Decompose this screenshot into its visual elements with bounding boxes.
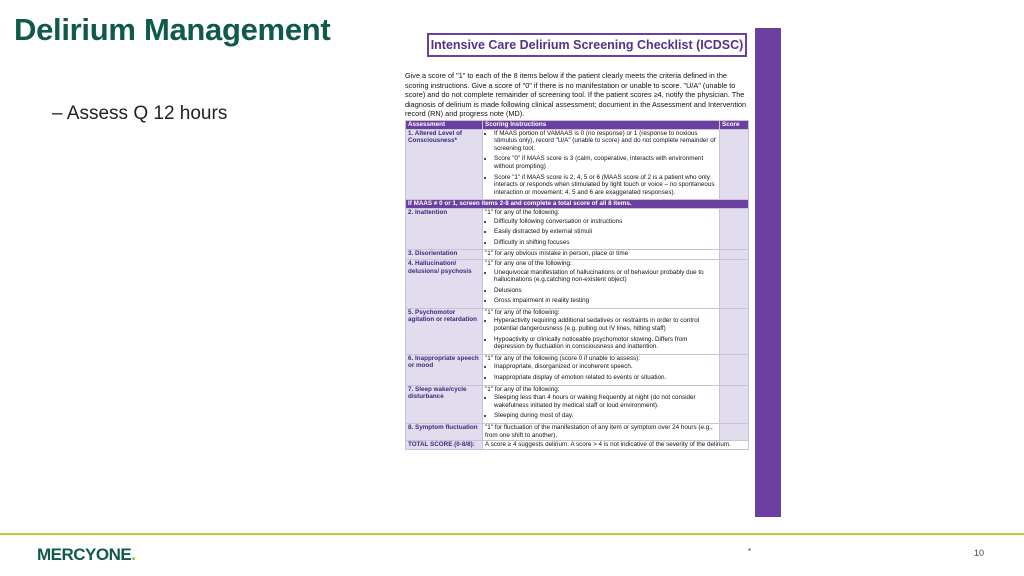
logo-text: MERCYONE: [37, 545, 132, 564]
score-cell[interactable]: [720, 208, 749, 249]
assessment-label: 4. Hallucination/ delusions/ psychosis: [406, 259, 483, 308]
table-total-row: [406, 441, 749, 450]
instruction-item: • Delusions: [494, 287, 717, 295]
logo-dot: .: [131, 545, 136, 564]
instruction-item: • Easily distracted by external stimuli: [494, 228, 717, 236]
assessment-label: 8. Symptom fluctuation: [406, 424, 483, 441]
scoring-instructions: [483, 424, 720, 441]
decorative-side-bar: [755, 28, 781, 517]
score-cell[interactable]: [720, 308, 749, 354]
instruction-item: • Unequivocal manifestation of hallucinations or of behaviour probably due to hallucinations (e.g.catching non-existent object): [494, 269, 717, 284]
total-score-note: A score ≥ 4 suggests delirium. A score > 4 is not indicative of the severity of the delirium.: [483, 441, 749, 450]
scoring-instructions: [483, 208, 720, 249]
header-assessment: Assessment: [406, 121, 483, 130]
page-number: 10: [974, 548, 985, 558]
table-row: [406, 308, 749, 354]
mercyone-logo: [37, 545, 135, 565]
assessment-label: 6. Inappropriate speech or mood: [406, 354, 483, 385]
score-cell[interactable]: [720, 424, 749, 441]
footer-divider: [0, 533, 1024, 535]
table-row: [406, 208, 749, 249]
assessment-label: 7. Sleep wake/cycle disturbance: [406, 385, 483, 423]
score-cell[interactable]: [720, 129, 749, 200]
table-row: [406, 259, 749, 308]
instruction-item: • Hypoactivity or clinically noticeable psychomotor slowing. Differs from depression by fluctuation in consciousness and inattention.: [494, 336, 717, 351]
assessment-label: 5. Psychomotor agitation or retardation: [406, 308, 483, 354]
total-score-label: TOTAL SCORE (0-8/8):: [406, 441, 483, 450]
score-cell[interactable]: [720, 385, 749, 423]
assessment-label: 3. Disorientation: [406, 250, 483, 260]
instruction-item: • Gross impairment in reality testing: [494, 297, 717, 305]
table-row: [406, 424, 749, 441]
scoring-instructions: [483, 308, 720, 354]
instruction-item: • Score "0" if MAAS score is 3 (calm, cooperative, interacts with environment without prompting): [494, 155, 717, 170]
table-row: [406, 129, 749, 200]
header-instructions: Scoring Instructions: [483, 121, 720, 130]
instruction-item: • Difficulty in shifting focuses: [494, 239, 717, 247]
table-row: [406, 354, 749, 385]
instruction-intro: "1" for any of the following:: [485, 308, 560, 316]
checklist-intro: Give a score of "1" to each of the 8 items below if the patient clearly meets the criteria defined in the scoring instructions. Give a score of "0" if there is no manifestation or unable to score. "U/A" (unable to score) and do not complete remainder of screening tool. If the patient scores ≥4, notify the physician. The diagnosis of delirium is made following clinical assessment; document in the Assessment and Intervention record (RN) and progress note (MD).: [405, 71, 747, 118]
table-row: [406, 250, 749, 260]
instruction-item: • Sleeping less than 4 hours or waking frequently at night (do not consider wakefulness initiated by medical staff or loud environment).: [494, 394, 717, 409]
scoring-instructions: [483, 354, 720, 385]
score-cell[interactable]: [720, 250, 749, 260]
bullet-assess-frequency: – Assess Q 12 hours: [52, 103, 228, 124]
scoring-instructions: [483, 385, 720, 423]
scoring-instructions: [483, 250, 720, 260]
assessment-label: 1. Altered Level of Consciousness*: [406, 129, 483, 200]
instruction-item: • Difficulty following conversation or instructions: [494, 218, 717, 226]
instruction-item: • Sleeping during most of day.: [494, 412, 717, 420]
score-cell[interactable]: [720, 354, 749, 385]
instruction-item: • Inappropriate, disorganized or incoherent speech.: [494, 363, 717, 371]
checklist-title: Intensive Care Delirium Screening Checklist (ICDSC): [427, 33, 747, 57]
table-header-row: [406, 121, 749, 130]
scoring-instructions: [483, 129, 720, 200]
instruction-intro: "1" for fluctuation of the manifestation of any item or symptom over 24 hours (e.g., from one shift to another).: [485, 424, 713, 439]
assessment-label: 2. Inattention: [406, 208, 483, 249]
slide-title: Delirium Management: [14, 12, 331, 47]
icdsc-table: [405, 120, 749, 450]
scoring-instructions: [483, 259, 720, 308]
instruction-intro: "1" for any one of the following:: [485, 259, 572, 267]
instruction-item: • Hyperactivity requiring additional sedatives or restraints in order to control potential dangerousness (e.g. pulling out IV lines, hitting staff): [494, 317, 717, 332]
span-instruction: If MAAS ≠ 0 or 1, screen items 2-8 and complete a total score of all 8 items.: [406, 200, 749, 209]
footer-marker: *: [748, 547, 752, 556]
instruction-intro: "1" for any of the following:: [485, 385, 560, 393]
instruction-intro: "1" for any obvious mistake in person, place or time: [485, 250, 629, 258]
table-row: [406, 385, 749, 423]
instruction-intro: "1" for any of the following:: [485, 208, 560, 216]
instruction-item: • Inappropriate display of emotion related to events or situation.: [494, 374, 717, 382]
score-cell[interactable]: [720, 259, 749, 308]
instruction-item: • Score "1" if MAAS score is 2, 4, 5 or 6 (MAAS score of 2 is a patient who only interacts or responds when stimulated by light touch or voice – no spontaneous interaction or movement; 4, 5 and 6 are exaggerated responses).: [494, 174, 717, 197]
instruction-intro: "1" for any of the following (score 0 if unable to assess):: [485, 354, 640, 362]
header-score: Score: [720, 121, 749, 130]
instruction-item: • If MAAS portion of VAMAAS is 0 (no response) or 1 (response to noxious stimulus only), record "U/A" (unable to score) and do not complete remainder of screening tool.: [494, 130, 717, 153]
table-span-row: [406, 200, 749, 209]
